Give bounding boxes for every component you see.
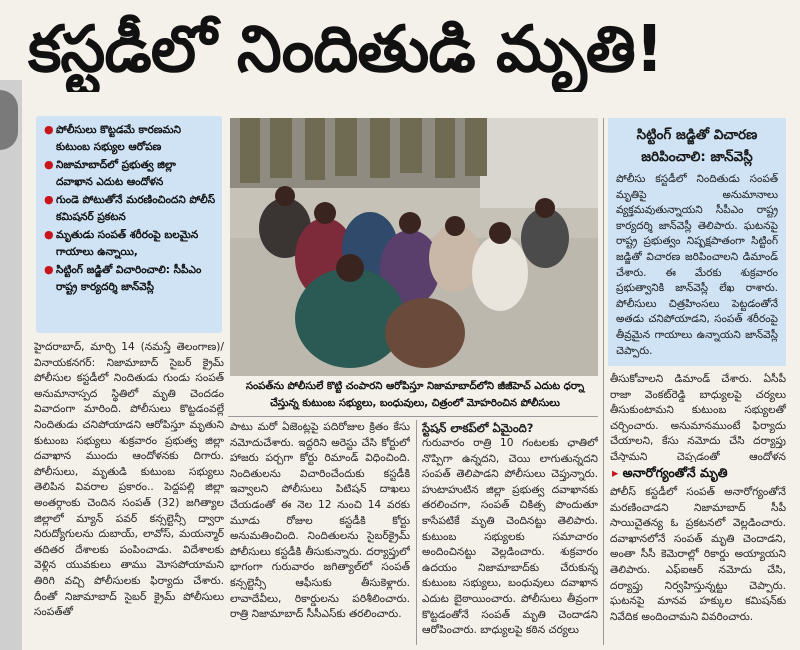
highlights-box — [36, 116, 222, 333]
section-heading: స్టేషన్ లాకప్‌లో ఏమైంది? — [422, 421, 534, 435]
caption-divider — [228, 416, 598, 417]
bullet-icon: ● — [44, 193, 54, 206]
article-column-2: పాటు మరో ఏజెంట్లపై పదిరోజుల క్రితం కేసు నమోదుచేశారు. ఇద్దరిని అరెస్టు చేసి కోర్టులో హాజరు పర్చగా కోర్టు రిమాండ్ విధించింది. నిందితులను విచారించేందుకు కస్టడీకి ఇవ్వాలని పోలీసులు పిటిషన్ దాఖలు చేయడంతో ఈ నెల 12 నుంచి 14 వరకు మూడు రోజుల కస్టడీకి కోర్టు అనుమతించింది. నిందితులను సైబర్‌క్రైమ్ పోలీసులు కస్టడీకి తీసుకున్నారు. దర్యాప్తులో భాగంగా గురువారం జగిత్యాల్‌లో సంపత్ కన్సల్టెన్సీ ఆఫీసుకు తీసుకెళ్లారు. లావాదేవీలు, రికార్డులను పరిశీలించారు. రాత్రి నిజామాబాద్ సీసీఎస్‌కు తరలించారు. — [230, 421, 410, 621]
bullet-icon: ● — [44, 123, 54, 136]
photo-caption: సంపత్‌ను పోలీసులే కొట్టి చంపారని ఆరోపిస్తూ నిజామాబాద్‌లోని జీజీహెచ్ ఎదుట ధర్నా చేస్తున్న కుటుంబ సభ్యులు, బంధువులు, చిత్రంలో మోహరించిన పోలీసులు — [245, 381, 585, 409]
column-divider — [603, 118, 604, 645]
adjacent-photo-fragment — [0, 90, 18, 150]
arrow-icon: ▸ — [612, 465, 619, 480]
article-column-4: తీసుకోవాలని డిమాండ్ చేశారు. ఏసీపీ రాజా వెంకట్‌రెడ్డి బాధ్యులపై చర్యలు తీసుకుంటామని కుటుంబ సభ్యులతో చర్చించారు. అనుమానముంటే ఫిర్యాదు చేయాలని, కేసు నమోదు చేసి దర్యాప్తు చేస్తామని చెప్పడంతో ఆందోళన — [610, 373, 786, 462]
sidebar-body: పోలీసు కస్టడీలో నిందితుడు సంపత్ మృతిపై అనుమానాలు వ్యక్తమవుతున్నాయని సీపీఎం రాష్ట్ర కార్యదర్శి జాన్‌వెస్లీ తెలిపారు. ఘటనపై రాష్ట్ర ప్రభుత్వం నిష్పక్షపాతంగా సిట్టింగ్ జడ్జితో విచారణ జరిపించాలని డిమాండ్ చేశారు. ఈ మేరకు శుక్రవారం ప్రభుత్వానికి జాన్‌వెస్లీ లేఖ రాశారు. పోలీసులు చిత్రహింసలు పెట్టడంతోనే అతడు చనిపోయాడని, సంపత్ శరీరంపై తీవ్రమైన గాయాలు ఉన్నాయని జాన్‌వెస్లీ చెప్పారు. — [616, 173, 778, 357]
bullet-icon: ● — [44, 158, 54, 171]
highlight-item: ● నిజామాబాద్‌లో ప్రభుత్వ జిల్లా దవాఖాన ఎదుట ఆందోళన — [44, 158, 176, 188]
protest-photo — [230, 118, 598, 376]
highlight-item: ● పోలీసులు కొట్టడమే కారణమని కుటుంబ సభ్యుల ఆరోపణ — [44, 123, 182, 153]
sidebar-title: సిట్టింగ్ జడ్జితో విచారణ జరిపించాలి: జాన్‌వెస్లీ — [636, 127, 758, 165]
article-column-1: హైదరాబాద్, మార్చి 14 (నమస్తే తెలంగాణ)/వినాయకనగర్: నిజామాబాద్ సైబర్ క్రైమ్ పోలీసుల కస్టడీలో నిందితుడు గుండు సంపత్ అనుమానాస్పద స్థితిలో మృతి చెందడం వివాదంగా మారింది. పోలీసులు కొట్టడంవల్లే నిందితుడు చనిపోయాడని ఆరోపిస్తూ మృతుని కుటుంబ సభ్యులు శుక్రవారం ప్రభుత్వ జిల్లా దవాఖాన ముందు ఆందోళనకు దిగారు. పోలీసులు, మృతుడి కుటుంబ సభ్యులు తెలిపిన వివరాల ప్రకారం.. పెద్దపల్లి జిల్లా అంతర్గాంకు చెందిన సంపత్ (32) జగిత్యాల జిల్లాలో మ్యాన్ పవర్ కన్సల్టెన్సీ ద్వారా నిరుద్యోగులను దుబాయ్, లావోస్, మయన్మార్ తదితర దేశాలకు పంపించాడు. విదేశాలకు వెళ్లిన యువకులు తాము మోసపోయామని తిరిగి వచ్చి పోలీసులకు ఫిర్యాదు చేశారు. దీంతో నిజామాబాద్ సైబర్ క్రైమ్ పోలీసులు సంపత్‌తో — [34, 341, 224, 619]
sidebar-box — [608, 118, 786, 366]
headline: కస్టడీలో నిందితుడి మృతి! — [28, 13, 664, 87]
highlight-item: ● మృతుడు సంపత్ శరీరంపై బలమైన గాయాలు ఉన్నాయి, — [44, 228, 199, 258]
article-body: గురువారం రాత్రి 10 గంటలకు ఛాతిలో నొప్పిగా ఉన్నదని, చెయి లాగుతున్నదని సంపత్ తెలిపాడని పోలీసులు చెప్తున్నారు. హుటాహుటిన జిల్లా ప్రభుత్వ దవాఖానకు తరలించగా, సంపత్ చికిత్స పొందుతూ కాసేపటికే మృతి చెందినట్టు తెలిపారు. కుటుంబ సభ్యులకు సమాచారం అందించినట్టు వెల్లడించారు. శుక్రవారం ఉదయం నిజామాబాద్‌కు చేరుకున్న కుటుంబ సభ్యులు, బంధువులు దవాఖాన ఎదుట బైఠాయించారు. పోలీసులు తీవ్రంగా కొట్టడంతోనే సంపత్ మృతి చెందాడని ఆరోపించారు. బాధ్యులపై కఠిన చర్యలు — [422, 437, 598, 637]
section-heading: ▸ అనారోగ్యంతోనే మృతి — [612, 465, 728, 480]
column-divider — [416, 420, 417, 645]
article-column-4-cont: పోలీస్ కస్టడీలో సంపత్ అనారోగ్యంతోనే మరణించాడని నిజామాబాద్ సీపీ సాయిచైతన్య ఓ ప్రకటనలో వెల్లడించారు. దవాఖానలోనే సంపత్ మృతి చెందాడని, అంతా సీసీ కెమెరాల్లో రికార్డు అయ్యాయని తెలిపారు. ఎఫ్‌ఐఆర్ నమోదు చేసి, దర్యాప్తు నిర్వహిస్తున్నట్టు చెప్పారు. ఘటనపై మానవ హక్కుల కమిషన్‌కు నివేదిక అందించామని వివరించారు. — [610, 486, 786, 623]
left-edge-strip — [0, 80, 22, 650]
article-column-3 — [422, 420, 598, 645]
highlight-item: ● గుండె పోటుతోనే మరణించిందని పోలీస్ కమిషనర్ ప్రకటన — [44, 193, 216, 223]
bullet-icon: ● — [44, 228, 54, 241]
photo-illustration — [230, 118, 598, 376]
highlight-item: ● సిట్టింగ్ జడ్జితో విచారించాలి: సీపీఎం రాష్ట్ర కార్యదర్శి జాన్‌వెస్లీ — [44, 263, 202, 293]
bullet-icon: ● — [44, 263, 54, 276]
